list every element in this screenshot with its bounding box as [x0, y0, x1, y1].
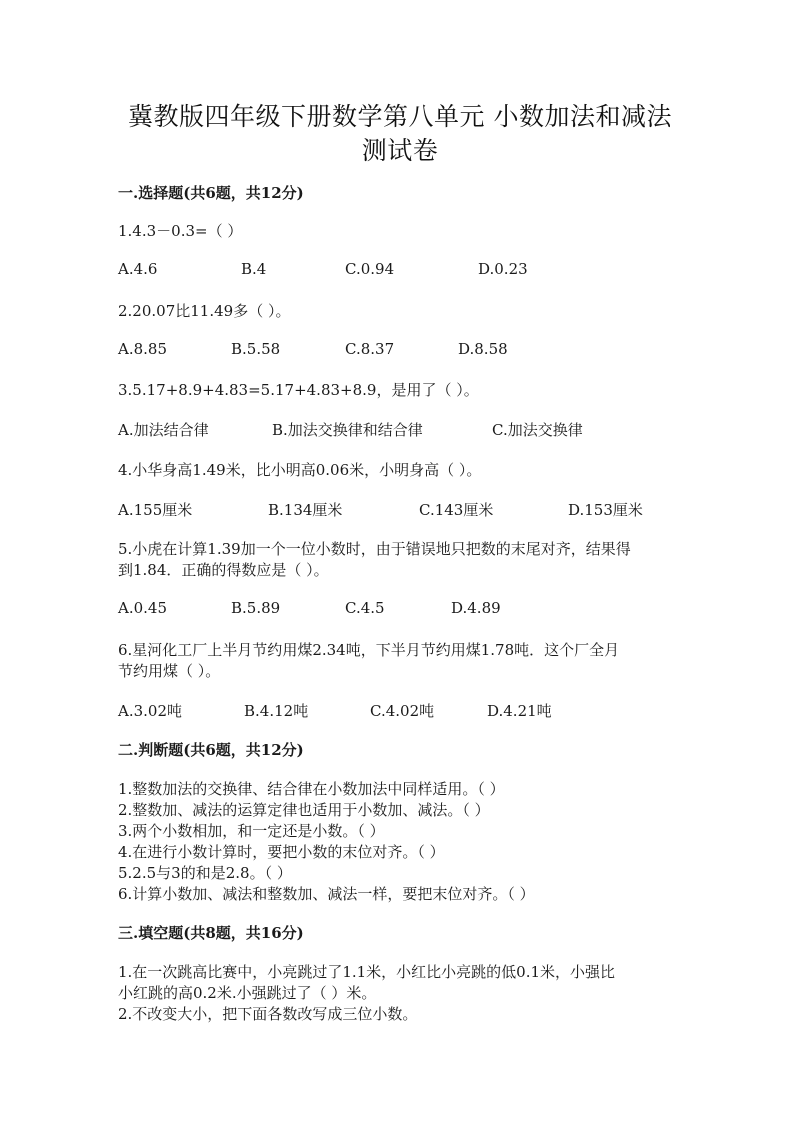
q4-option-a: A.155厘米	[118, 501, 193, 519]
tf-item-3: 3.两个小数相加，和一定还是小数。（ ）	[118, 822, 385, 840]
q5-option-d: D.4.89	[451, 599, 501, 617]
tf-item-5: 5.2.5与3的和是2.8。（ ）	[118, 864, 292, 882]
q6-option-b: B.4.12吨	[244, 702, 309, 720]
q3-option-c: C.加法交换律	[492, 421, 583, 439]
q5-option-b: B.5.89	[231, 599, 281, 617]
question-6-line-1: 6.星河化工厂上半月节约用煤2.34吨，下半月节约用煤1.78吨．这个厂全月	[118, 641, 620, 659]
section-heading-choice: 一.选择题(共6题，共12分)	[118, 184, 304, 202]
question-5-line-2: 到1.84．正确的得数应是（ ）。	[118, 561, 329, 579]
q5-option-a: A.0.45	[118, 599, 167, 617]
q3-option-a: A.加法结合律	[118, 421, 209, 439]
q6-option-a: A.3.02吨	[118, 702, 182, 720]
fill-item-2: 2.不改变大小，把下面各数改写成三位小数。	[118, 1005, 418, 1023]
q6-option-d: D.4.21吨	[487, 702, 552, 720]
q1-option-b: B.4	[241, 260, 267, 278]
q2-option-d: D.8.58	[458, 340, 508, 358]
page-title-line-2: 测试卷	[361, 136, 439, 165]
fill-item-1-line-1: 1.在一次跳高比赛中，小亮跳过了1.1米，小红比小亮跳的低0.1米，小强比	[118, 963, 616, 981]
question-3: 3.5.17+8.9+4.83=5.17+4.83+8.9，是用了（ ）。	[118, 381, 479, 399]
tf-item-6: 6.计算小数加、减法和整数加、减法一样，要把末位对齐。（ ）	[118, 885, 535, 903]
q4-option-c: C.143厘米	[419, 501, 494, 519]
question-2: 2.20.07比11.49多（ ）。	[118, 302, 291, 320]
tf-item-4: 4.在进行小数计算时，要把小数的末位对齐。（ ）	[118, 843, 445, 861]
q1-option-d: D.0.23	[478, 260, 528, 278]
q4-option-b: B.134厘米	[268, 501, 343, 519]
question-1: 1.4.3－0.3=（ ）	[118, 222, 243, 240]
q3-option-b: B.加法交换律和结合律	[272, 421, 423, 439]
fill-item-1-line-2: 小红跳的高0.2米.小强跳过了（ ）米。	[118, 984, 377, 1002]
q1-option-a: A.4.6	[118, 260, 158, 278]
question-4: 4.小华身高1.49米，比小明高0.06米，小明身高（ ）。	[118, 461, 482, 479]
q4-option-d: D.153厘米	[568, 501, 643, 519]
section-heading-fill-blank: 三.填空题(共8题，共16分)	[118, 924, 304, 942]
q2-option-b: B.5.58	[231, 340, 281, 358]
q2-option-c: C.8.37	[345, 340, 395, 358]
page-title-line-1: 冀教版四年级下册数学第八单元 小数加法和减法	[128, 102, 672, 131]
question-6-line-2: 节约用煤（ ）。	[118, 662, 221, 680]
q6-option-c: C.4.02吨	[370, 702, 435, 720]
tf-item-2: 2.整数加、减法的运算定律也适用于小数加、减法。（ ）	[118, 801, 490, 819]
q5-option-c: C.4.5	[345, 599, 385, 617]
tf-item-1: 1.整数加法的交换律、结合律在小数加法中同样适用。（ ）	[118, 780, 505, 798]
section-heading-true-false: 二.判断题(共6题，共12分)	[118, 741, 304, 759]
question-5-line-1: 5.小虎在计算1.39加一个一位小数时，由于错误地只把数的末尾对齐，结果得	[118, 540, 631, 558]
q2-option-a: A.8.85	[118, 340, 167, 358]
q1-option-c: C.0.94	[345, 260, 395, 278]
